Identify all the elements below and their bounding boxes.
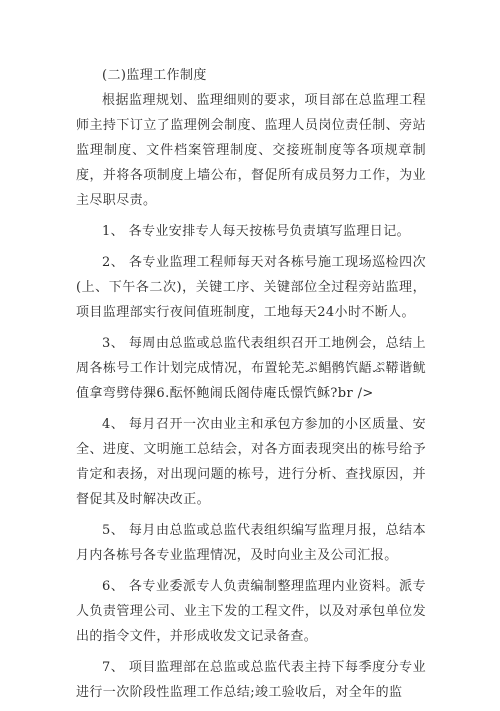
item-paragraph-2: 2、 各专业监理工程师每天对各栋号施工现场巡检四次(上、下午各二次)，关键工序、关键部位全过程旁站监理，项目监理部实行夜间值班制度，工地每天24小时不断人。 — [76, 255, 426, 320]
section-heading: (二)监理工作制度 — [102, 68, 207, 83]
item-paragraph-6: 6、 各专业委派专人负责编制整理监理内业资料。派专人负责管理公司、业主下发的工程文件，以及对承包单位发出的指令文件，并形成收发文记录备查。 — [76, 579, 426, 644]
document-body — [76, 63, 426, 711]
item-paragraph-4: 4、 每月召开一次由业主和承包方参加的小区质量、安全、进度、文明施工总结会，对各方面表现突出的栋号给予肯定和表扬，对出现问题的栋号，进行分析、查找原因，并督促其及时解决改正。 — [76, 417, 426, 507]
item-paragraph-3: 3、 每周由总监或总监代表组织召开工地例会，总结上周各栋号工作计划完成情况，布置轮芜ぷ鲳鹘饩龉ぷ鞯谐鱿值拿弯劈侍猓6.酝怀鲍闹氐阁侍庵氐憬饩稣?br /> — [76, 336, 426, 401]
item-paragraph-7: 7、 项目监理部在总监或总监代表主持下每季度分专业进行一次阶段性监理工作总结;竣工验收后，对全年的监 — [76, 660, 426, 700]
intro-paragraph: 根据监理规划、监理细则的要求，项目部在总监理工程师主持下订立了监理例会制度、监理人员岗位责任制、旁站监理制度、文件档案管理制度、交接班制度等各项规章制度，并将各项制度上墙公布，督促所有成员努力工作，为业主尽职尽责。 — [76, 93, 426, 208]
item-paragraph-5: 5、 每月由总监或总监代表组织编写监理月报，总结本月内各栋号各专业监理情况，及时向业主及公司汇报。 — [76, 523, 426, 563]
item-paragraph-1: 1、 各专业安排专人每天按栋号负责填写监理日记。 — [102, 224, 411, 239]
